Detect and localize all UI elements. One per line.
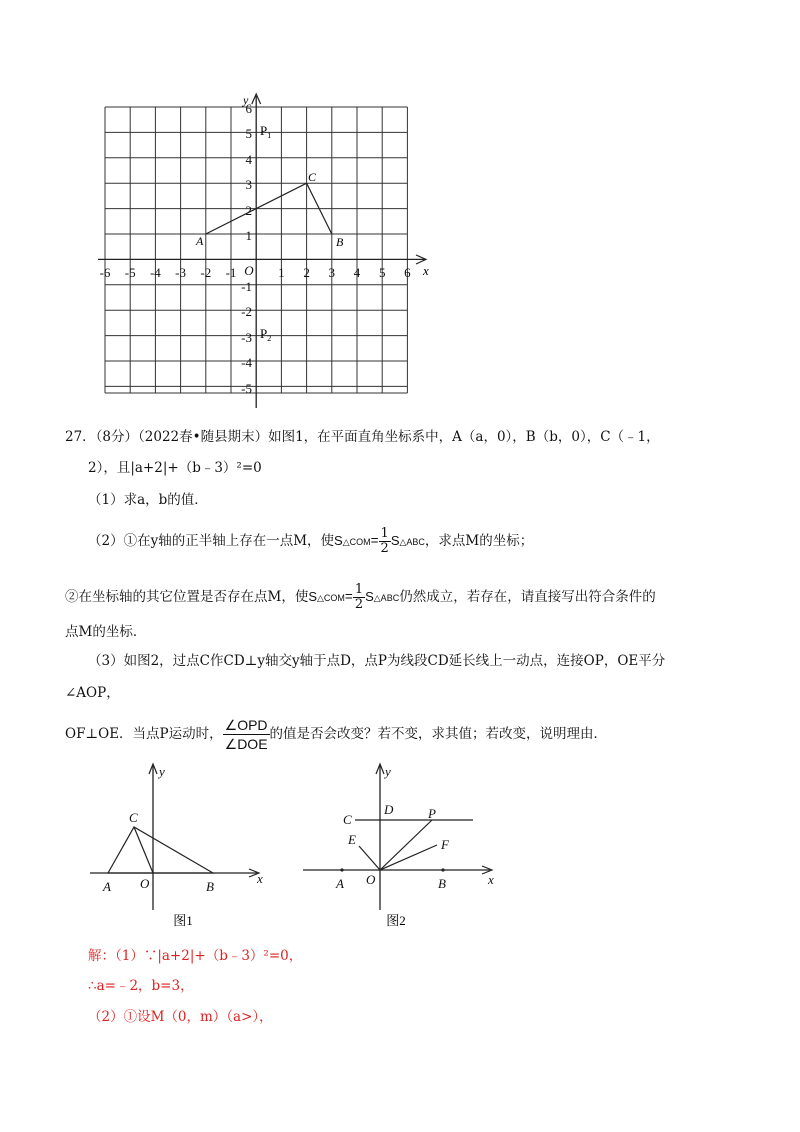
area-abc: S△ABC [390, 533, 425, 548]
fig2-label-x: x [488, 872, 494, 887]
fig2-label-C: C [343, 812, 352, 827]
y-tick-label: 6 [245, 101, 252, 116]
fraction-half: $\frac{1}{2}$ [354, 582, 364, 612]
question-3-line-1: （3）如图2，过点C作CD⊥y轴交y轴于点D，点P为线段CD延长线上一动点，连接OP，OE平分 [88, 653, 666, 669]
x-tick-label: -3 [175, 265, 187, 280]
fig1-label-y: y [159, 764, 165, 779]
fig2-label-D: D [384, 802, 394, 817]
origin-label: O [244, 263, 254, 278]
fig2-label-y: y [385, 764, 391, 779]
fig1-label-O: O [140, 876, 150, 891]
x-tick-label: 4 [353, 265, 361, 280]
question-2b: ②在坐标轴的其它位置是否存在点M，使S△COM= $\frac{1}{2}$ S△ABC仍然成立，若存在，请直接写出符合条件的 [65, 582, 656, 612]
fig2-label-P: P [428, 806, 436, 821]
figure-2 [298, 760, 508, 932]
y-tick-label: 3 [245, 177, 252, 192]
solution-line-3: （2）①设M（0，m）（a>）， [88, 1009, 273, 1025]
x-tick-label: 6 [404, 265, 411, 280]
fig2-label-O: O [366, 872, 376, 887]
fig2-label-A: A [336, 876, 344, 891]
x-axis-label: x [423, 263, 429, 278]
fig1-label-B: B [206, 879, 214, 894]
area-abc: S△ABC [365, 589, 400, 604]
fig2-label-B: B [438, 876, 446, 891]
angle-ratio-fraction: $\frac{\text{∠OPD}}{\text{∠DOE}}$ [224, 717, 268, 752]
fig1-label-C: C [129, 810, 138, 825]
fig1-label-A: A [103, 879, 111, 894]
question-3-line-3 [65, 714, 607, 754]
y-tick-label-neg: -2 [241, 304, 252, 319]
x-tick-label: -1 [225, 265, 237, 280]
figure-2-caption: 图2 [386, 913, 406, 928]
area-com: S△COM [334, 533, 371, 548]
x-tick-label: -6 [99, 265, 111, 280]
question-2b-line-2: 点M的坐标． [65, 624, 147, 640]
question-1: （1）求a，b的值． [88, 492, 208, 508]
coordinate-grid-figure [90, 90, 450, 415]
x-tick-label: -5 [124, 265, 136, 280]
question-2b-prefix: ②在坐标轴的其它位置是否存在点M，使 [65, 589, 309, 605]
x-tick-label: 5 [378, 265, 386, 280]
x-tick-label: 3 [328, 265, 336, 280]
y-tick-label: 4 [245, 152, 252, 167]
y-tick-label: 1 [245, 228, 252, 243]
x-tick-label: -2 [200, 265, 212, 280]
figure-1 [85, 760, 275, 932]
point-label-P2: $P_2$ [260, 326, 272, 343]
question-3-line-2: ∠AOP， [65, 685, 120, 701]
x-tick-label: -4 [149, 265, 161, 280]
question-2a-prefix: （2）①在y轴的正半轴上存在一点M，使 [88, 533, 335, 549]
point-label-C: C [308, 170, 317, 184]
solution-line-2: ∴a=﹣2，b=3， [88, 978, 194, 994]
y-tick-label-neg: -5 [241, 381, 252, 396]
point-label-B: B [336, 235, 344, 249]
x-tick-label: 2 [303, 265, 310, 280]
fig1-label-x: x [257, 871, 263, 886]
solution-line-1: 解：（1）∵|a+2|+（b﹣3）²=0， [88, 948, 303, 964]
question-2b-suffix: 仍然成立，若存在，请直接写出符合条件的 [399, 589, 656, 605]
fig2-label-F: F [441, 837, 449, 852]
question-2a: （2）①在y轴的正半轴上存在一点M，使S△COM= $\frac{1}{2}$ S△ABC，求点M的坐标； [88, 526, 534, 556]
problem-line-1: 27．（8分）（2022春•随县期末）如图1，在平面直角坐标系中，A（a，0），B（b，0），C（﹣1， [65, 429, 660, 445]
problem-line-2: 2），且|a+2|+（b﹣3）²=0 [88, 460, 262, 476]
y-tick-label: 5 [245, 126, 252, 141]
y-tick-label-neg: -4 [241, 355, 252, 370]
question-3-prefix: OF⊥OE．当点P运动时， [65, 726, 223, 742]
figure-1-caption: 图1 [173, 913, 193, 928]
y-axis-label: y [243, 93, 249, 107]
point-label-P1: $P_1$ [260, 123, 272, 140]
fig2-label-E: E [348, 832, 356, 847]
fraction-half: $\frac{1}{2}$ [380, 526, 389, 556]
y-tick-label: 2 [245, 203, 252, 218]
point-label-A: A [196, 234, 204, 248]
question-2a-suffix: ，求点M的坐标； [424, 533, 534, 549]
y-tick-label-neg: -3 [241, 330, 252, 345]
x-tick-label: 1 [278, 265, 285, 280]
area-com: S△COM [308, 589, 345, 604]
question-3-suffix: 的值是否会改变？若不变，求其值；若改变，说明理由． [269, 726, 608, 742]
y-tick-label-neg: -1 [241, 279, 252, 294]
